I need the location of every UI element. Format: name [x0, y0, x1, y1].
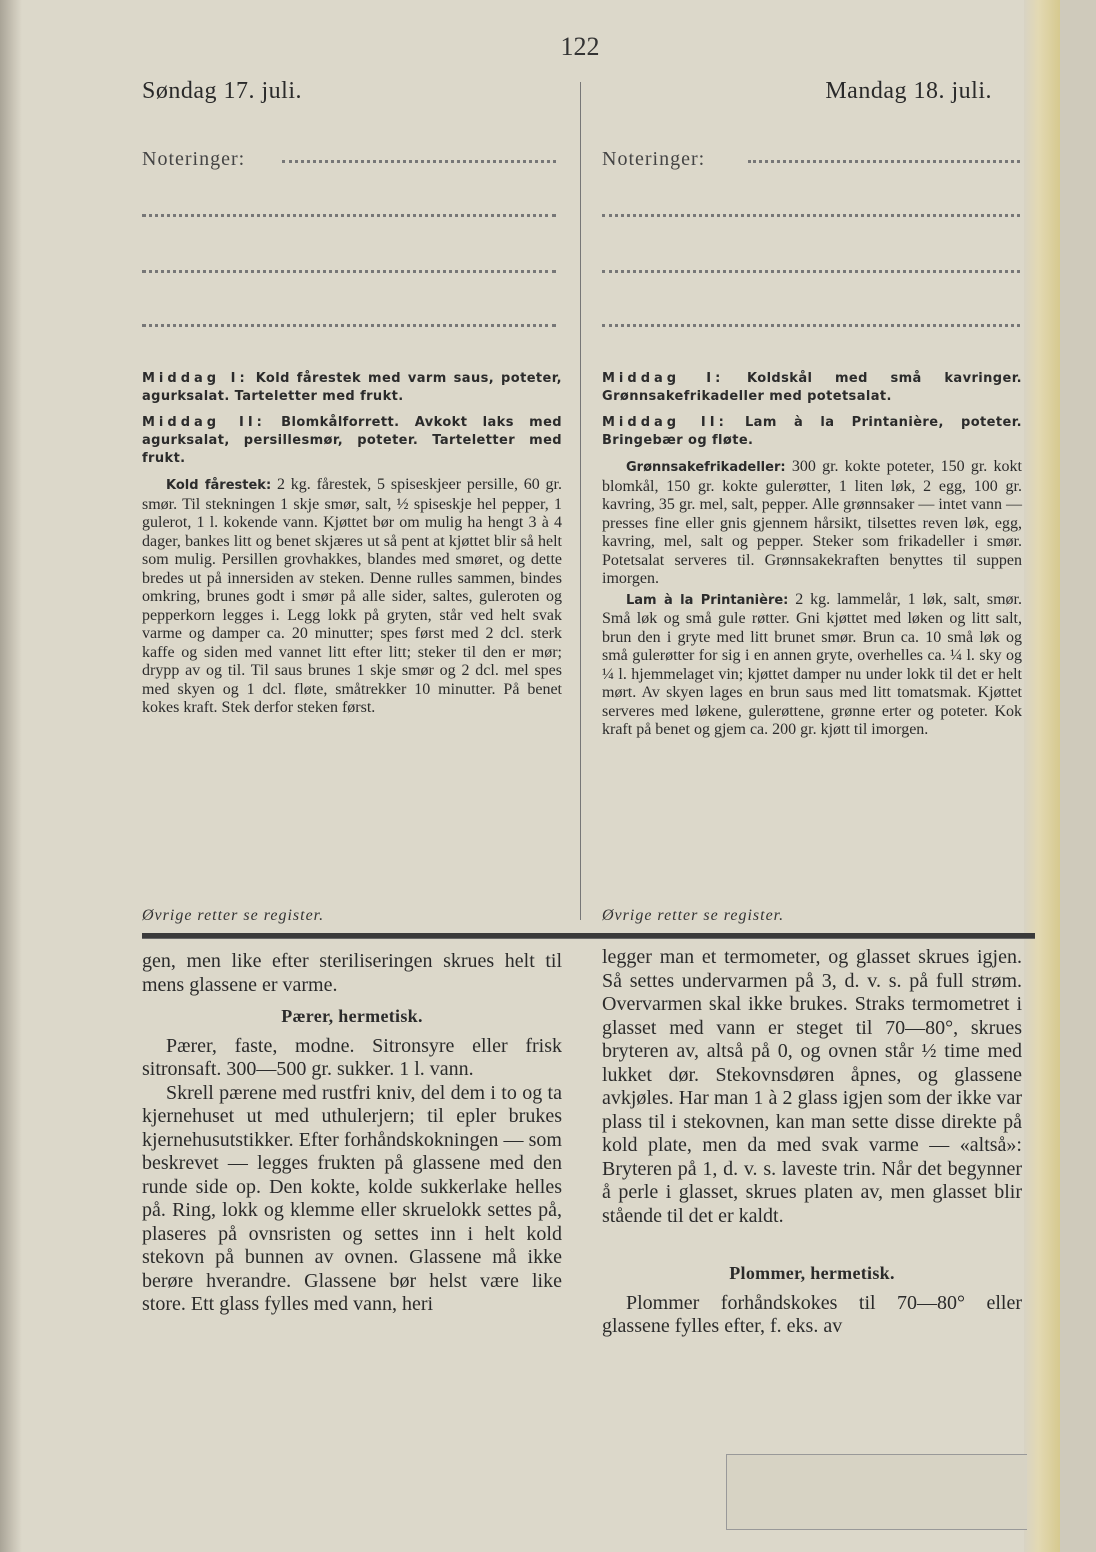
register-note-right: Øvrige retter se register. — [602, 907, 785, 924]
menu-column-right — [602, 370, 1022, 748]
notes-line-left-1 — [282, 160, 556, 163]
recipe-left — [142, 476, 562, 718]
recipe-text: 300 gr. kokte poteter, 150 gr. kokt blomkål, 150 gr. kokte gulerøtter, 1 liten løk, 2 egg, 100 gr. kavring, 35 gr. mel, salt, pepper. Alle grønnsaker — intet vann — presses fine eller gnis gjennem hårsikt, tilsettes reven løk, egg, kavring, mel, salt og pepper. Steker som frikadeller i smør. Potetsalat serveres til. Grønnsakekraften benyttes til suppen imorgen. — [602, 458, 1023, 587]
notes-line-right-1 — [748, 160, 1020, 163]
menu-1-right — [602, 370, 1022, 406]
recipe-right-1 — [602, 458, 1022, 589]
recipe-name: Grønnsakefrikadeller: — [626, 460, 786, 475]
notes-line-left-4 — [142, 324, 556, 327]
menu-1-text: Kold fårestek med varm saus, poteter, agurksalat. Tarteletter med frukt. — [142, 371, 563, 404]
notes-label-right: Noteringer: — [602, 148, 706, 170]
menu-2-label: Middag II: — [602, 415, 728, 430]
menu-1-text: Koldskål med små kavringer. Grønnsakefrikadeller med potetsalat. — [602, 371, 1022, 404]
recipe-name: Kold fårestek: — [166, 478, 272, 493]
menu-2-text: Blomkålforrett. Avkokt laks med agurksalat, persillesmør, poteter. Tarteletter med frukt. — [142, 415, 562, 466]
section-rule — [142, 933, 1035, 939]
recipe-text: 2 kg. lammelår, 1 løk, salt, smør. Små løk og små gule røtter. Gni kjøttet med løken og litt salt, brun den i gryte med litt brunet smør. Brun ca. 10 små løk og små gulerøtter for sig i en annen gryte, overhelles ca. ¼ l. sky og ¼ l. hjemmelaget vin; kjøttet damper nu under lokk til det er helt mørt. Av skyen lages en brun saus med litt tomatsmak. Kjøttet serveres med løkene, gulerøttene, grønne erter og poteter. Kok kraft på benet og gjem ca. 200 gr. kjøtt til imorgen. — [602, 590, 1022, 738]
notes-line-left-3 — [142, 270, 556, 273]
section-heading: Pærer, hermetisk. — [281, 1006, 423, 1026]
notes-line-right-4 — [602, 324, 1020, 327]
menu-1-left — [142, 370, 562, 406]
paragraph: gen, men like efter steriliseringen skrues helt til mens glassene er varme. — [142, 950, 562, 996]
page-number: 122 — [560, 32, 600, 61]
column-divider — [580, 82, 581, 920]
recipe-text: 2 kg. fårestek, 5 spiseskjeer persille, 60 gr. smør. Til stekningen 1 skje smør, salt, ½ spiseskje hel pepper, 1 gulerot, 1 l. kokende vann. Kjøttet bør om mulig ha hengt 3 à 4 dager, bankes litt og benet skjæres ut så pent at kjøttet blir så helt som mulig. Persillen grovhakkes, blandes med smøret, og dette bredes ut på innersiden av steken. Denne rulles sammen, bindes omkring, brunes godt i smør på alle sider, saltes, guleroten og pepperkorn legges i. Legg lokk på gryten, står ved helt svak varme og damper ca. 20 minutter; spes først med 2 dcl. sterk kaffe og siden med vannet litt efter litt; steker til den er mør; drypp av og til. Til saus brunes 1 skje smør og 2 dcl. mel spes med skyen og 1 dcl. fløte, småtrekker 10 minutter. På benet kokes kraft. Stek derfor steken først. — [142, 476, 563, 716]
menu-1-label: Middag I: — [142, 371, 249, 386]
day-heading-right: Mandag 18. juli. — [825, 78, 992, 104]
notes-line-left-2 — [142, 214, 556, 217]
book-spine-shadow — [0, 0, 22, 1552]
paragraph: legger man et termometer, og glasset skrues igjen. Så settes undervarmen på 3, d. v. s. på full strøm. Overvarmen skal ikke brukes. Straks termometret i glasset med vann er steget til 70—80°, skrues bryteren av, altså på 0, og ovnen står ½ time med lukket dør. Stekovnsdøren åpnes, og glassene avkjøles. Har man 1 à 2 glass igjen som der ikke var plass til i stekovnen, kan man sette disse direkte på kold plate, men da med svak varme — «altså»: Bryteren på 1, d. v. s. laveste trin. Når det begynner å perle i glasset, skrues platen av, men glasset blir stående til det er kaldt. — [602, 946, 1022, 1227]
menu-1-label: Middag I: — [602, 371, 725, 386]
paragraph: Skrell pærene med rustfri kniv, del dem i to og ta kjernehuset ut med uthulerjern; til epler brukes kjernehusutstikker. Efter forhåndskokningen — som beskrevet — legges frukten på glassene med den runde side op. Den kokte, kolde sukkerlake helles på. Ring, lokk og klemme eller skruelokk settes på, plaseres på ovnsristen og settes inn i helt kold stekovn på bunnen av ovnen. Glassene må ikke berøre hverandre. Glassene bør helst være like store. Ett glass fylles med vann, heri — [142, 1081, 562, 1315]
library-stamp-box — [726, 1454, 1027, 1530]
notes-line-right-3 — [602, 270, 1020, 273]
recipe-right-2 — [602, 591, 1022, 740]
register-note-left: Øvrige retter se register. — [142, 907, 325, 924]
paragraph: Pærer, faste, modne. Sitronsyre eller frisk sitronsaft. 300—500 gr. sukker. 1 l. vann. — [142, 1034, 562, 1080]
canning-column-right — [602, 946, 1022, 1339]
notes-label-left: Noteringer: — [142, 148, 246, 170]
notes-line-right-2 — [602, 214, 1020, 217]
menu-2-left — [142, 414, 562, 468]
page-edge — [1024, 0, 1060, 1552]
section-heading: Plommer, hermetisk. — [729, 1263, 895, 1283]
menu-2-text: Lam à la Printanière, poteter. Bringebær og fløte. — [602, 415, 1022, 448]
day-heading-left: Søndag 17. juli. — [142, 78, 303, 104]
paragraph: Plommer forhåndskokes til 70—80° eller glassene fylles efter, f. eks. av — [602, 1291, 1022, 1337]
menu-2-right — [602, 414, 1022, 450]
menu-2-label: Middag II: — [142, 415, 266, 430]
menu-column-left — [142, 370, 562, 726]
recipe-name: Lam à la Printanière: — [626, 592, 789, 608]
canning-column-left — [142, 950, 562, 1317]
